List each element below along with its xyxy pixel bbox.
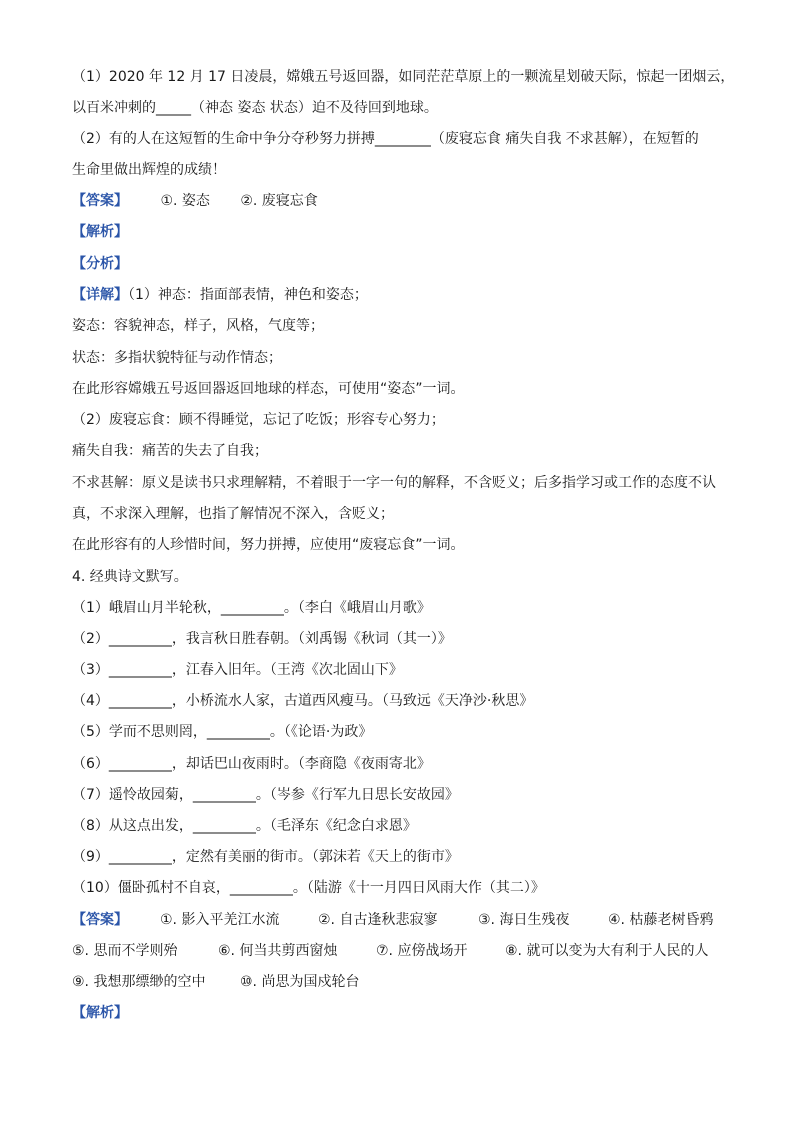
q4-answer-1: ①. 影入平羌江水流 <box>160 912 280 928</box>
detail-line-7: 不求甚解：原义是读书只求理解精，不着眼于一字一句的解释，不含贬义；后多指学习或工作的态度不认 <box>72 475 716 491</box>
q4-item-3: （3）_________，江春入旧年。（王湾《次北固山下》 <box>72 662 403 678</box>
q3-answer-row <box>72 191 318 211</box>
q4-item-6: （6）_________，却话巴山夜雨时。（李商隐《夜雨寄北》 <box>72 756 431 772</box>
detail-line-3: 状态：多指状貌特征与动作情态； <box>72 350 282 366</box>
q4-answer-4: ④. 枯藤老树昏鸦 <box>608 912 714 928</box>
answer-tag: 【答案】 <box>72 193 128 209</box>
answer-item-1: ①. 姿态 <box>160 193 210 209</box>
q4-answer-6: ⑥. 何当共剪西窗烛 <box>218 943 338 959</box>
q4-title: 4. 经典诗文默写。 <box>72 569 188 585</box>
q3-line-2: 以百米冲刺的_____（神态 姿态 状态）迫不及待回到地球。 <box>72 100 438 116</box>
q4-answer-8: ⑧. 就可以变为大有利于人民的人 <box>505 943 709 959</box>
q4-answer-5: ⑤. 思而不学则殆 <box>72 943 178 959</box>
q3-line-4: 生命里做出辉煌的成绩！ <box>72 162 226 178</box>
q4-answer-3: ③. 海日生残夜 <box>478 912 570 928</box>
detail-line-9: 在此形容有的人珍惜时间，努力拼搏，应使用“废寝忘食”一词。 <box>72 537 465 553</box>
q4-item-4: （4）_________，小桥流水人家，古道西风瘦马。（马致远《天净沙·秋思》 <box>72 693 534 709</box>
fenxi-tag: 【分析】 <box>72 256 128 272</box>
q3-line-1: （1）2020 年 12 月 17 日凌晨，嫦娥五号返回器，如同茫茫草原上的一颗流星划破天际，惊起一团烟云， <box>72 69 735 85</box>
q4-item-5: （5）学而不思则罔，_________。（《论语·为政》 <box>72 724 373 740</box>
q4-analysis-tag: 【解析】 <box>72 1005 128 1021</box>
detail-line-8: 真，不求深入理解，也指了解情况不深入，含贬义； <box>72 506 394 522</box>
q4-item-8: （8）从这点出发，_________。（毛泽东《纪念白求恩》 <box>72 818 417 834</box>
detail-line-2: 姿态：容貌神态，样子，风格，气度等； <box>72 318 324 334</box>
detail-tag: 【详解】 <box>72 287 128 303</box>
answer-item-2: ②. 废寝忘食 <box>240 193 318 209</box>
q4-answer-tag: 【答案】 <box>72 912 128 928</box>
q4-item-7: （7）遥怜故园菊，_________。（岑参《行军九日思长安故园》 <box>72 787 459 803</box>
q4-answer-7: ⑦. 应傍战场开 <box>376 943 468 959</box>
q4-item-9: （9）_________，定然有美丽的街市。（郭沫若《天上的街市》 <box>72 849 459 865</box>
q4-item-2: （2）_________，我言秋日胜春朝。（刘禹锡《秋词（其一）》 <box>72 631 452 647</box>
detail-line-4: 在此形容嫦娥五号返回器返回地球的样态，可使用“姿态”一词。 <box>72 381 465 397</box>
detail-line-1 <box>72 285 368 305</box>
q4-answer-9: ⑨. 我想那缥缈的空中 <box>72 974 206 990</box>
detail-line-6: 痛失自我：痛苦的失去了自我； <box>72 443 268 459</box>
q4-item-10: （10）僵卧孤村不自哀，_________。（陆游《十一月四日风雨大作（其二）》 <box>72 880 545 896</box>
q4-answer-2: ②. 自古逢秋悲寂寥 <box>318 912 438 928</box>
q4-item-1: （1）峨眉山月半轮秋，_________。（李白《峨眉山月歌》 <box>72 600 431 616</box>
analysis-tag: 【解析】 <box>72 224 128 240</box>
q3-line-3: （2）有的人在这短暂的生命中争分夺秒努力拼搏________（废寝忘食 痛失自我 不求甚解），在短暂的 <box>72 131 699 147</box>
detail-line-5: （2）废寝忘食：顾不得睡觉，忘记了吃饭；形容专心努力； <box>72 412 445 428</box>
q4-answer-10: ⑩. 尚思为国戍轮台 <box>240 974 360 990</box>
detail-text: （1）神态：指面部表情，神色和姿态； <box>128 287 368 303</box>
